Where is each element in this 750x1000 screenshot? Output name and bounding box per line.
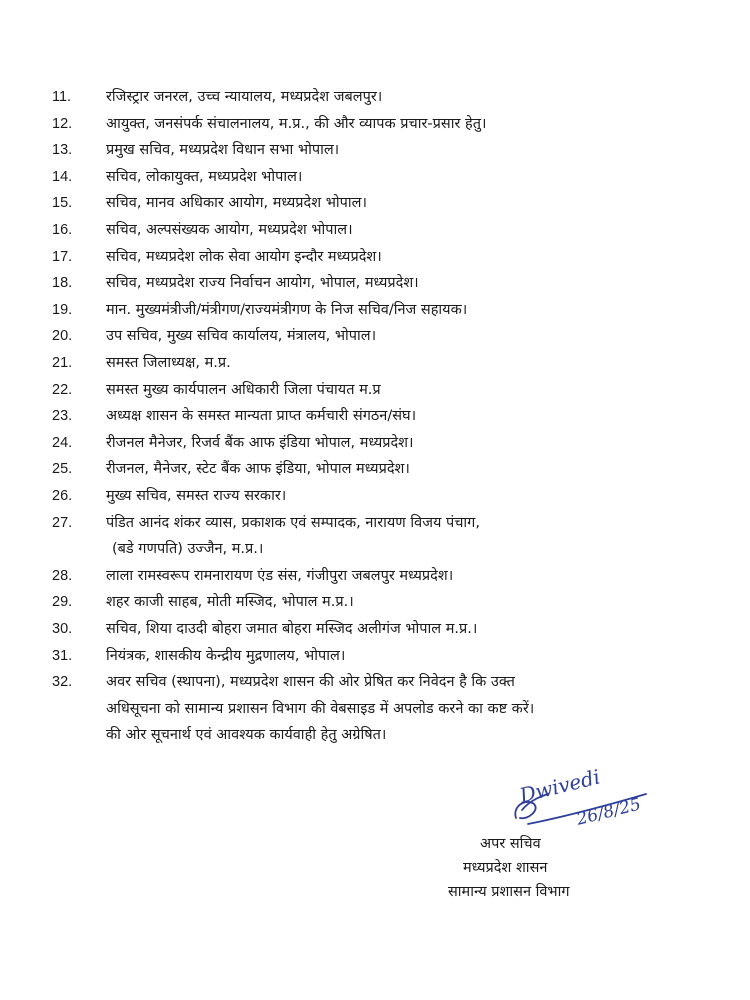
item-text: पंडित आनंद शंकर व्यास, प्रकाशक एवं सम्पादक, नारायण विजय पंचाग, (106, 514, 480, 531)
signature-block (430, 764, 690, 920)
item-number: 22. (52, 381, 73, 398)
item-text: रीजनल, मैनेजर, स्टेट बैंक आफ इंडिया, भोपाल मध्यप्रदेश। (106, 461, 410, 478)
item-text: सचिव, लोकायुक्त, मध्यप्रदेश भोपाल। (106, 168, 303, 185)
item-number: 31. (52, 647, 73, 664)
item-text: रीजनल मैनेजर, रिजर्व बैंक आफ इंडिया भोपाल, मध्यप्रदेश। (106, 434, 414, 451)
item-text: समस्त मुख्य कार्यपालन अधिकारी जिला पंचायत म.प्र (106, 381, 381, 398)
item-text: अवर सचिव (स्थापना), मध्यप्रदेश शासन की ओर प्रेषित कर निवेदन है कि उक्त (106, 674, 515, 691)
item-number: 28. (52, 567, 73, 584)
item-number: 16. (52, 222, 73, 238)
designation-line: अपर सचिव (480, 836, 541, 852)
department-line: सामान्य प्रशासन विभाग (448, 884, 570, 900)
item-text: प्रमुख सचिव, मध्यप्रदेश विधान सभा भोपाल। (106, 142, 340, 159)
item-text: मुख्य सचिव, समस्त राज्य सरकार। (106, 488, 287, 504)
item-text: लाला रामस्वरूप रामनारायण एंड संस, गंजीपुरा जबलपुर मध्यप्रदेश। (106, 567, 454, 584)
item-text: अधिसूचना को सामान्य प्रशासन विभाग की वेबसाइड में अपलोड करने का कष्ट करें। (106, 700, 535, 717)
item-number: 18. (52, 275, 73, 292)
item-text: सचिव, मध्यप्रदेश राज्य निर्वाचन आयोग, भोपाल, मध्यप्रदेश। (106, 275, 419, 292)
item-number: 12. (52, 115, 73, 132)
item-text: उप सचिव, मुख्य सचिव कार्यालय, मंत्रालय, भोपाल। (106, 328, 377, 345)
item-text: समस्त जिलाध्यक्ष, म.प्र. (106, 355, 231, 371)
item-text: अध्यक्ष शासन के समस्त मान्यता प्राप्त कर्मचारी संगठन/संघ। (106, 408, 417, 425)
item-number: 20. (52, 328, 73, 345)
item-number: 29. (52, 594, 73, 611)
signature-name-text: Dwivedi (517, 764, 603, 808)
item-text: आयुक्त, जनसंपर्क संचालनालय, म.प्र., की और व्यापक प्रचार-प्रसार हेतु। (106, 115, 487, 132)
item-number: 23. (52, 408, 73, 425)
item-text: नियंत्रक, शासकीय केन्द्रीय मुद्रणालय, भोपाल। (106, 647, 346, 664)
item-number: 26. (52, 488, 73, 504)
item-number: 32. (52, 674, 73, 691)
item-text: मान. मुख्यमंत्रीजी/मंत्रीगण/राज्यमंत्रीगण के निज सचिव/निज सहायक। (106, 301, 468, 318)
item-number: 17. (52, 248, 73, 265)
item-text: रजिस्ट्रार जनरल, उच्च न्यायालय, मध्यप्रदेश जबलपुर। (106, 89, 383, 105)
item-number: 21. (52, 355, 73, 371)
item-text: शहर काजी साहब, मोती मस्जिद, भोपाल म.प्र.। (106, 594, 354, 611)
item-number: 24. (52, 434, 73, 451)
item-number: 30. (52, 621, 73, 637)
item-text: सचिव, मानव अधिकार आयोग, मध्यप्रदेश भोपाल। (106, 195, 367, 212)
government-line: मध्यप्रदेश शासन (463, 860, 548, 876)
item-text: सचिव, मध्यप्रदेश लोक सेवा आयोग इन्दौर मध्यप्रदेश। (106, 248, 382, 265)
item-text: सचिव, अल्पसंख्यक आयोग, मध्यप्रदेश भोपाल। (106, 222, 353, 238)
item-number: 11. (52, 89, 72, 105)
item-number: 15. (52, 195, 73, 212)
item-text: की ओर सूचनार्थ एवं आवश्यक कार्यवाही हेतु अग्रेषित। (106, 727, 387, 744)
item-text: (बडे गणपति) उज्जैन, म.प्र.। (112, 541, 264, 558)
item-number: 25. (52, 461, 73, 478)
item-number: 14. (52, 168, 73, 185)
signature-date: 26/8/25 (574, 794, 644, 830)
item-number: 19. (52, 301, 73, 318)
item-number: 13. (52, 142, 73, 159)
item-number: 27. (52, 514, 73, 531)
item-text: सचिव, शिया दाउदी बोहरा जमात बोहरा मस्जिद अलीगंज भोपाल म.प्र.। (106, 621, 478, 637)
